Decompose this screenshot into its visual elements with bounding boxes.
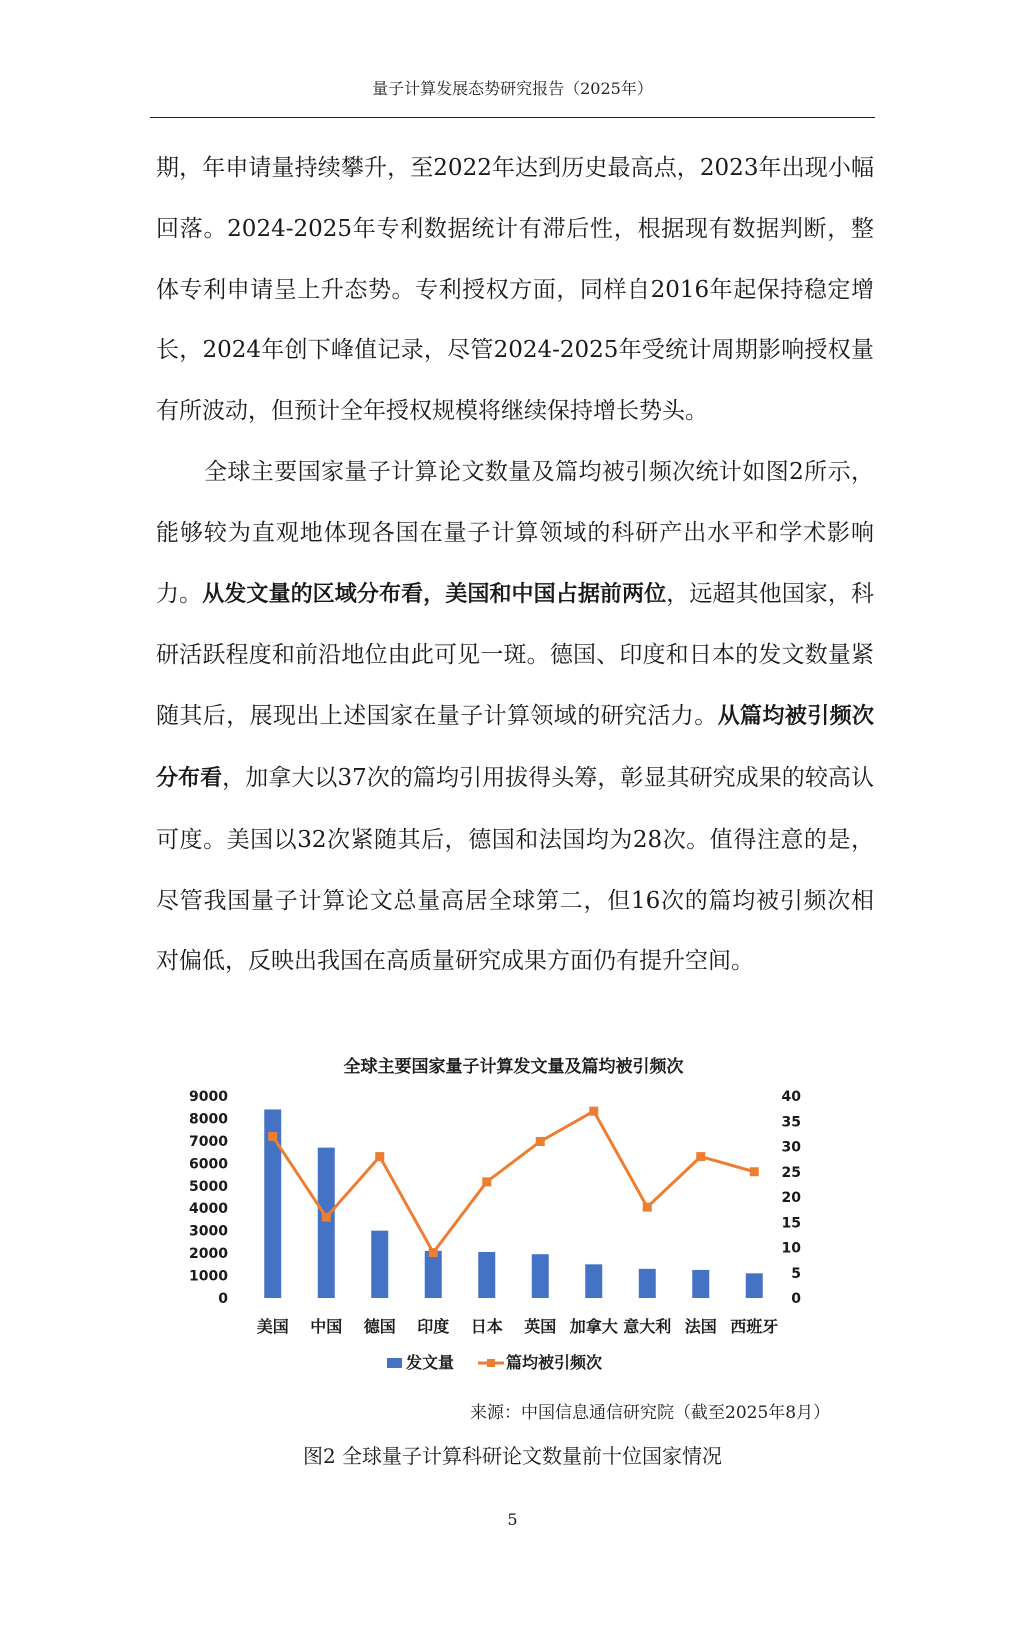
paragraph-2-text-1: ，远超其他国家，科研活跃程度和前沿地位由此可见一斑。德国、印度和日本的发文数量紧随其后，展现出上述国家在量子计算领域的研究活力。	[156, 580, 875, 730]
x-category-label: 西班牙	[730, 1317, 779, 1336]
y-left-tick-label: 5000	[189, 1178, 228, 1195]
legend-line-marker	[487, 1359, 495, 1367]
legend-line-label: 篇均被引频次	[506, 1353, 603, 1372]
x-category-label: 加拿大	[569, 1317, 618, 1336]
citation-point-英国	[536, 1137, 545, 1146]
x-category-label: 美国	[256, 1317, 289, 1336]
citation-line	[273, 1111, 755, 1252]
y-left-tick-label: 0	[218, 1291, 228, 1307]
x-category-label: 中国	[310, 1317, 343, 1336]
bar-加拿大	[585, 1264, 602, 1298]
y-right-tick-label: 30	[781, 1139, 801, 1156]
paragraph-2-intro: 全球主要国家量子计算论文数量及篇均被引频次统计如图2所示，能够较为直观地体现各国在量子计算领域的科研产出水平和学术影响力。	[156, 458, 874, 607]
paragraph-2-highlight-1: 从发文量的区域分布看，美国和中国占据前两位	[202, 581, 667, 607]
bar-中国	[318, 1148, 335, 1298]
citation-point-西班牙	[750, 1167, 759, 1176]
y-right-tick-label: 10	[781, 1240, 801, 1257]
y-right-tick-label: 40	[781, 1089, 801, 1105]
y-left-tick-label: 7000	[189, 1133, 228, 1150]
bar-西班牙	[746, 1273, 763, 1298]
paragraph-2	[156, 442, 874, 992]
x-category-label: 印度	[417, 1317, 450, 1336]
y-right-tick-label: 20	[781, 1190, 801, 1206]
y-left-tick-label: 1000	[189, 1268, 228, 1285]
citation-point-日本	[482, 1177, 491, 1186]
bar-法国	[692, 1270, 709, 1298]
header-divider	[150, 117, 875, 118]
legend-bar-label: 发文量	[406, 1353, 455, 1372]
y-right-tick-label: 25	[781, 1164, 801, 1181]
bar-日本	[478, 1252, 495, 1298]
y-left-tick-label: 3000	[189, 1223, 228, 1240]
citation-point-法国	[696, 1152, 705, 1161]
citation-point-加拿大	[589, 1107, 598, 1116]
y-right-tick-label: 0	[791, 1291, 801, 1307]
bar-德国	[371, 1231, 388, 1298]
x-category-label: 日本	[470, 1317, 503, 1336]
page-header: 量子计算发展态势研究报告（2025年）	[372, 79, 653, 98]
x-category-label: 意大利	[623, 1317, 672, 1336]
legend-bar-swatch	[387, 1358, 402, 1368]
y-left-tick-label: 4000	[189, 1201, 228, 1218]
bar-意大利	[639, 1269, 656, 1298]
x-category-label: 法国	[684, 1317, 717, 1336]
chart-source: 来源：中国信息通信研究院（截至2025年8月）	[470, 1403, 831, 1423]
y-left-tick-label: 9000	[189, 1089, 228, 1105]
combo-chart	[186, 1052, 826, 1392]
citation-point-德国	[375, 1152, 384, 1161]
paragraph-2-text-2: ，加拿大以37次的篇均引用拔得头筹，彰显其研究成果的较高认可度。美国以32次紧随其后，德国和法国均为28次。值得注意的是，尽管我国量子计算论文总量高居全球第二，但16次的篇均被引频次相对偏低，反映出我国在高质量研究成果方面仍有提升空间。	[156, 764, 874, 975]
figure-caption: 图2 全球量子计算科研论文数量前十位国家情况	[302, 1444, 723, 1468]
y-left-tick-label: 2000	[189, 1246, 228, 1263]
paragraph-1: 期，年申请量持续攀升，至2022年达到历史最高点，2023年出现小幅回落。2024-2025年专利数据统计有滞后性，根据现有数据判断，整体专利申请呈上升态势。专利授权方面，同样自2016年起保持稳定增长，2024年创下峰值记录，尽管2024-2025年受统计周期影响授权量有所波动，但预计全年授权规模将继续保持增长势头。	[156, 155, 874, 425]
page-number: 5	[507, 1510, 518, 1529]
y-right-tick-label: 5	[791, 1265, 801, 1282]
chart-title: 全球主要国家量子计算发文量及篇均被引频次	[343, 1057, 684, 1077]
x-category-label: 德国	[363, 1317, 396, 1336]
body-text	[156, 138, 874, 992]
bar-英国	[532, 1254, 549, 1298]
citation-point-印度	[429, 1248, 438, 1257]
y-left-tick-label: 6000	[189, 1156, 228, 1173]
y-right-tick-label: 15	[781, 1215, 801, 1232]
chart-svg	[186, 1052, 826, 1392]
y-right-tick-label: 35	[781, 1114, 801, 1131]
citation-point-美国	[268, 1132, 277, 1141]
citation-point-意大利	[643, 1203, 652, 1212]
paragraph-2-highlight-2: 从篇均被引频次分布看	[156, 704, 874, 791]
citation-point-中国	[322, 1213, 331, 1222]
bar-印度	[425, 1251, 442, 1298]
y-left-tick-label: 8000	[189, 1111, 228, 1128]
x-category-label: 英国	[524, 1317, 557, 1336]
